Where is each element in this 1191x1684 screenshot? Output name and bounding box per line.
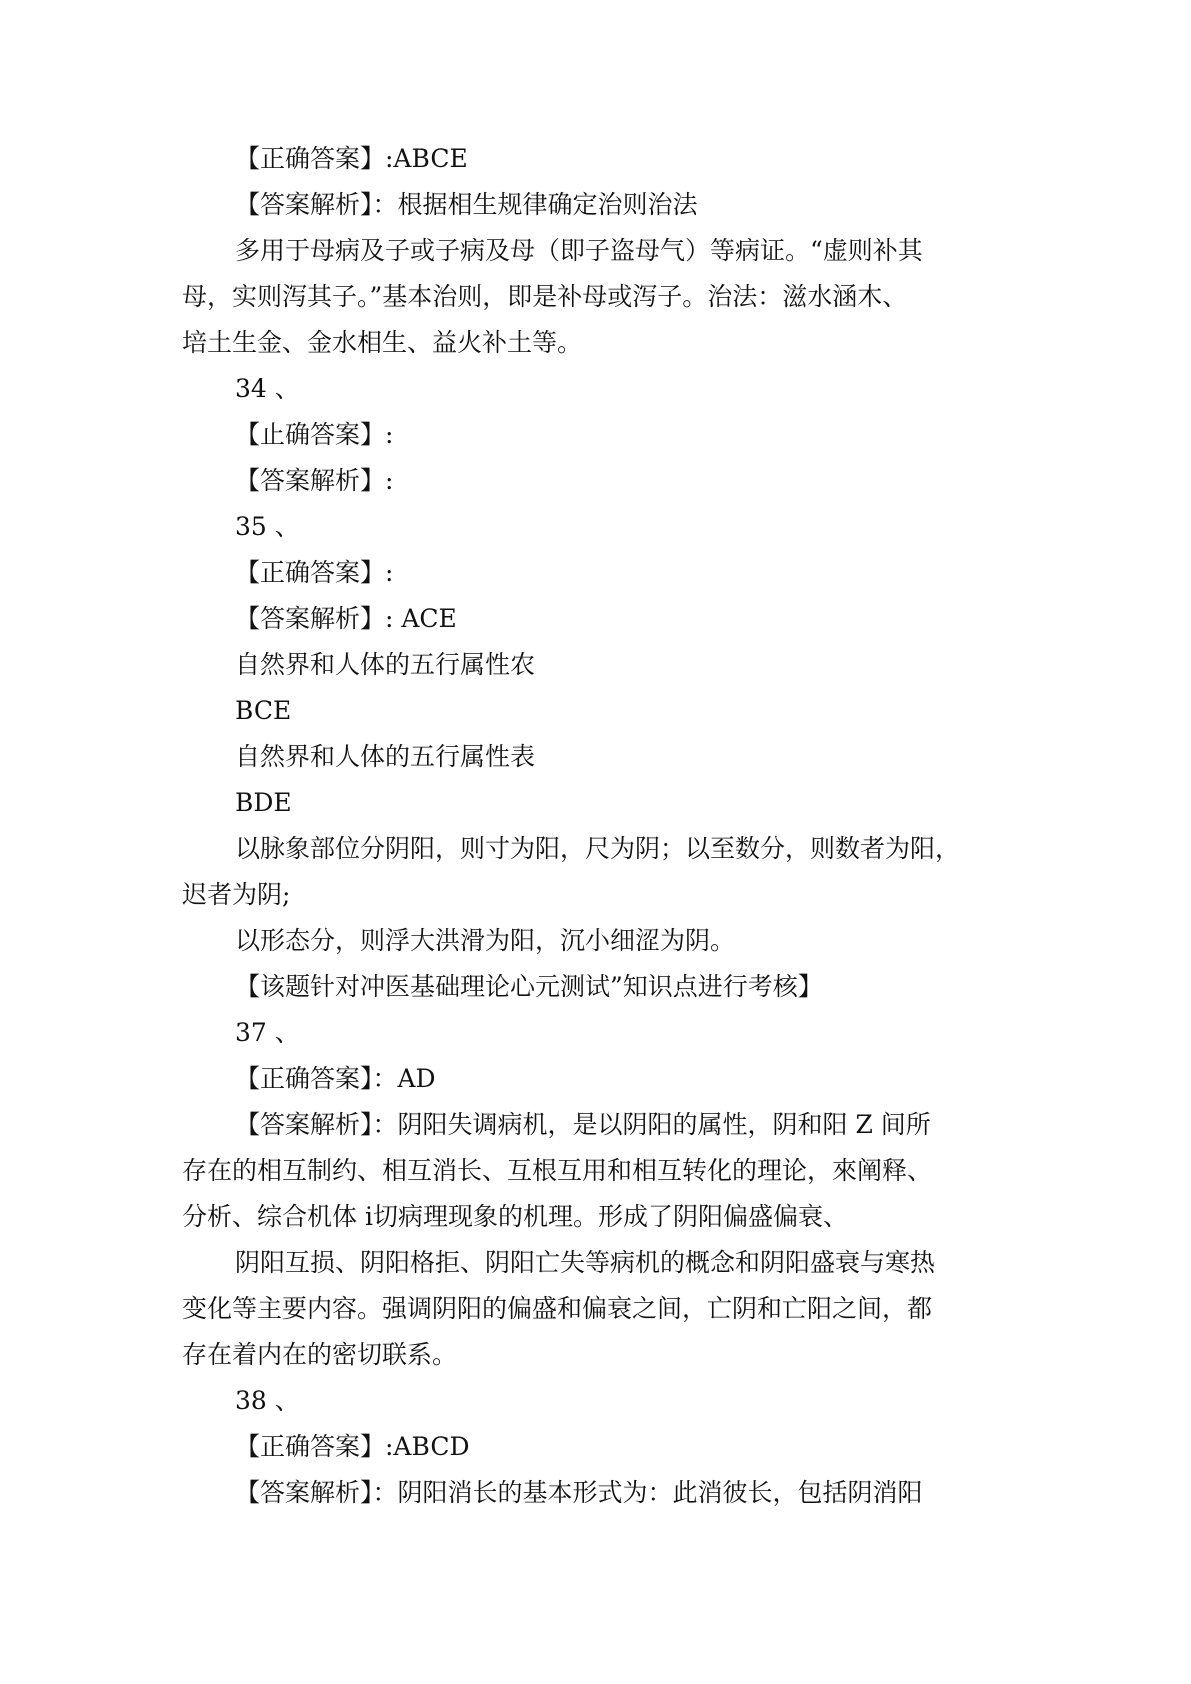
paragraph-line: 以形态分，则浮大洪滑为阳，沉小细涩为阴。 [235,926,736,955]
paragraph-line: 存在的相互制约、相互消长、互根互用和相互转化的理论，來阐释、 [182,1156,933,1185]
question-number: 38 、 [235,1386,300,1415]
answer-line: 【正确答案】:ABCD [235,1432,470,1461]
paragraph-line: 阴阳互损、阴阳格拒、阴阳亡失等病机的概念和阴阳盛衰与寒热 [235,1248,936,1277]
paragraph-line: BCE [235,696,292,725]
answer-line: 【正确答案】：AD [235,1064,436,1093]
paragraph-line: BDE [235,788,292,817]
question-number: 35 、 [235,512,300,541]
paragraph-line: 自然界和人体的五行属性表 [235,742,536,771]
paragraph-line: 培土生金、金水相生、益火补土等。 [182,328,583,357]
paragraph-line: 迟者为阴; [182,880,291,909]
paragraph-line: 变化等主要内容。强调阴阳的偏盛和偏衰之间，亡阴和亡阳之间，都 [182,1294,933,1323]
answer-line: 【正确答案】:ABCE [235,144,468,173]
analysis-line: 【答案解析】：阴阳失调病机，是以阴阳的属性，阴和阳 Z 间所 [235,1110,931,1139]
answer-line: 【正确答案】: [235,558,394,587]
analysis-line: 【答案解析】: ACE [235,604,457,633]
paragraph-line: 多用于母病及子或子病及母（即子盗母气）等病证。“虚则补其 [235,236,923,265]
paragraph-line: 母，实则泻其子。”基本治则，即是补母或泻子。治法：滋水涵木、 [182,282,908,311]
paragraph-line: 自然界和人体的五行属性农 [235,650,536,679]
analysis-line: 【答案解析】：根据相生规律确定治则治法 [235,190,698,219]
paragraph-line: 以脉象部位分阴阳，则寸为阳，尺为阴；以至数分，则数者为阳， [235,834,961,863]
answer-line: 【止确答案】: [235,420,394,449]
analysis-line: 【答案解析】：阴阳消长的基本形式为：此消彼长，包括阴消阳 [235,1478,923,1507]
paragraph-line: 分析、综合机体 i切病理现象的机理。形成了阴阳偏盛偏衰、 [182,1202,848,1231]
question-number: 34 、 [235,374,300,403]
question-number: 37 、 [235,1018,300,1047]
note-line: 【该题针对冲医基础理论心元测试”知识点进行考核】 [235,972,823,1001]
paragraph-line: 存在着内在的密切联系。 [182,1340,458,1369]
analysis-line: 【答案解析】: [235,466,394,495]
